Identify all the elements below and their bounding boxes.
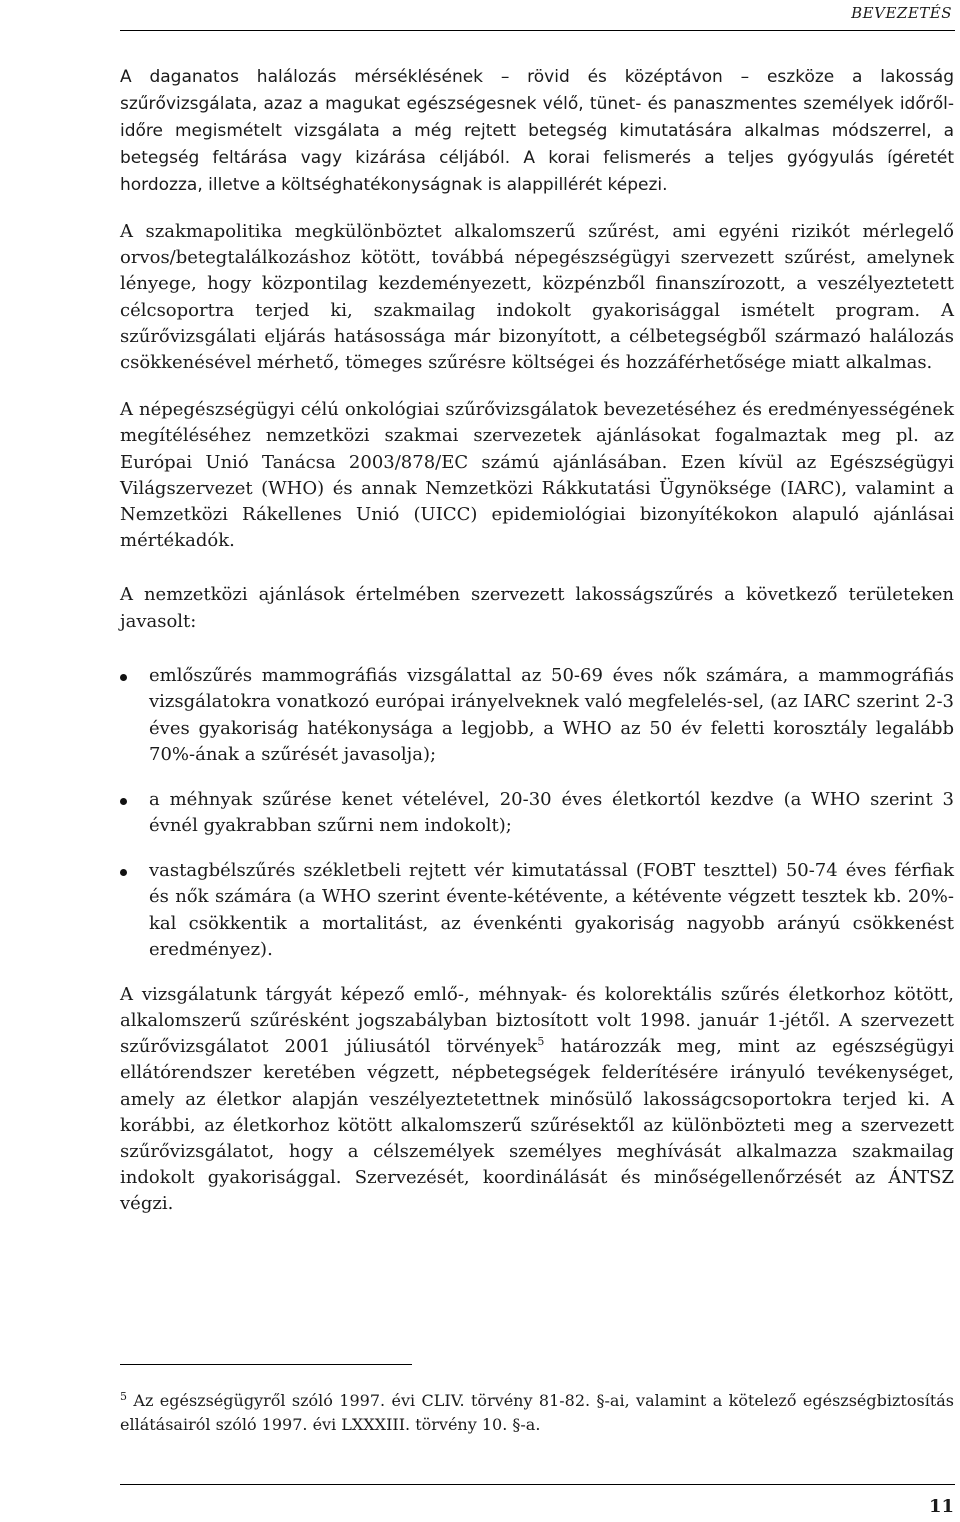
paragraph-screening-types: A szakmapolitika megkülönböztet alkalomszerű szűrést, ami egyéni rizikót mérlegelő orvos/betegtalálkozáshoz kötött, továbbá népegészségügyi szervezett szűrést, amelynek lényege, hogy központilag kezdeményezett, közpénzből finanszírozott, a veszélyeztetett célcsoportra terjed ki, szakmailag indokolt gyakorisággal ismételt program. A szűrővizsgálati eljárás hatásossága már bizonyított, a célbetegségből származó halálozás csökkenésével mérhető, tömeges szűrésre költségei és hozzáférhetősége miatt alkalmas. [120, 221, 954, 374]
paragraph-legislation-part1: A vizsgálatunk tárgyát képező emlő-, méhnyak- és kolorektális szűrés életkorhoz kötött, alkalomszerű szűrésként jogszabályban biztosított volt 1998. január 1-jétől. A szervezett szűrővizsgálatot 2001 júliusától törvények [120, 983, 954, 1058]
footnote [120, 1389, 954, 1437]
list-item [120, 858, 954, 964]
bullet-icon [120, 674, 127, 681]
bullet-icon [120, 869, 127, 876]
footnote-text: Az egészségügyről szóló 1997. évi CLIV. törvény 81-82. §-ai, valamint a kötelező egészségbiztosítás ellátásairól szóló 1997. évi LXXXIII. törvény 10. §-a. [120, 1391, 954, 1434]
list-item-text: a méhnyak szűrése kenet vételével, 20-30 éves életkortól kezdve (a WHO szerint 3 évnél gyakrabban szűrni nem indokolt); [149, 788, 954, 837]
footnote-rule [120, 1364, 412, 1365]
page-number: 11 [928, 1496, 954, 1517]
paragraph-legislation [120, 982, 954, 1218]
paragraph-intro: A daganatos halálozás mérséklésének – rövid és középtávon – eszköze a lakosság szűrővizsgálata, azaz a magukat egészségesnek vélő, tünet- és panaszmentes személyek időről-időre megismételt vizsgálata a még rejtett betegség kimutatására alkalmas módszerrel, a betegség feltárása vagy kizárása céljából. A korai felismerés a teljes gyógyulás ígéretét hordozza, illetve a költséghatékonyságnak is alappillérét képezi. [120, 67, 954, 195]
list-item-text: vastagbélszűrés székletbeli rejtett vér kimutatással (FOBT teszttel) 50-74 éves férfiak és nők számára (a WHO szerint évente-kétévente, a kétévente végzett tesztek kb. 20%-kal csökkentik a mortalitást, az évenkénti gyakoriság nagyobb arányú csökkenést eredményez). [149, 859, 954, 961]
paragraph-legislation-part2: határozzák meg, mint az egészségügyi ellátórendszer keretében végzett, népbetegségek felderítésére irányuló tevékenységet, amely az életkor alapján veszélyeztetettnek minősülő lakosságcsoportokra terjed ki. A korábbi, az életkorhoz kötött alkalomszerű szűrésektől az különbözteti meg a szervezett szűrővizsgálatot, hogy a célszemélyek személyes meghívását alkalmazza szakmailag indokolt gyakorisággal. Szervezését, koordinálását és minőségellenőrzését az ÁNTSZ végzi. [120, 1036, 954, 1215]
paragraph-recommendations: A népegészségügyi célú onkológiai szűrővizsgálatok bevezetéséhez és eredményességének megítéléséhez nemzetközi szakmai szervezetek ajánlásokat fogalmaztak meg pl. az Európai Unió Tanácsa 2003/878/EC számú ajánlásában. Ezen kívül az Egészségügyi Világszervezet (WHO) és annak Nemzetközi Rákkutatási Ügynöksége (IARC), valamint a Nemzetközi Rákellenes Unió (UICC) epidemiológiai bizonyítékokon alapuló ajánlásai mértékadók. [120, 399, 954, 552]
paragraph-areas: A nemzetközi ajánlások értelmében szervezett lakosságszűrés a következő területeken javasolt: [120, 584, 954, 632]
footnote-reference[interactable]: 5 [537, 1035, 545, 1049]
footnote-mark: 5 [120, 1390, 127, 1403]
page-body [120, 64, 954, 1218]
list-item [120, 787, 954, 840]
footer-rule [120, 1484, 955, 1485]
list-item-text: emlőszűrés mammográfiás vizsgálattal az 50-69 éves nők számára, a mammográfiás vizsgálatokra vonatkozó európai irányelveknek való megfelelés-sel, (az IARC szerint 2-3 éves gyakoriság hatékonysága a legjobb, a WHO az 50 év feletti korosztály legalább 70%-ának a szűrését javasolja); [149, 664, 954, 766]
bullet-icon [120, 798, 127, 805]
header-rule [120, 30, 955, 31]
list-item [120, 663, 954, 769]
running-head-title: BEVEZETÉS [851, 4, 952, 22]
screening-list [120, 663, 954, 964]
